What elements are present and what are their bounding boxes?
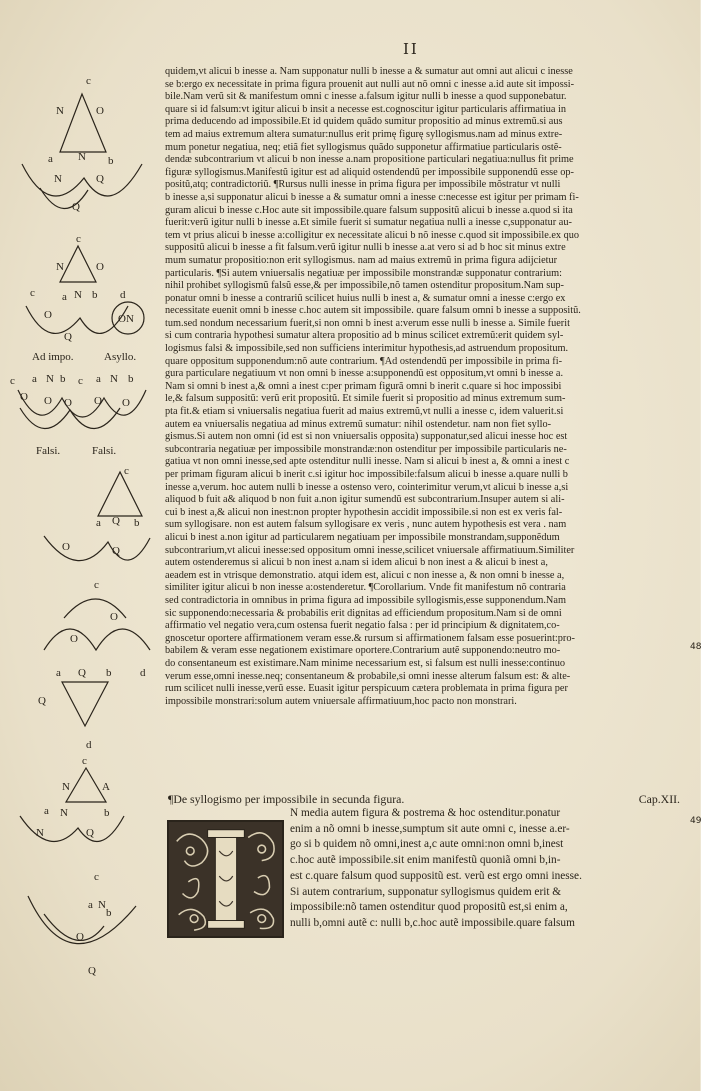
body-line: subcontrarium,vt alicui inesse:sed oppositum omni inesse,scilicet vniuersale affirmatiuum.Similiter xyxy=(165,544,575,556)
d4-label-c: c xyxy=(124,465,129,477)
d4-label-b: b xyxy=(134,517,140,529)
d3-label-c2: c xyxy=(78,375,83,387)
chapter-text xyxy=(290,806,678,932)
body-line: gatiua vt non omni inesse,sed apte ostenditur nulli inesse. Nam si alicui b inest a, & omni a inest c xyxy=(165,456,570,468)
marginal-diagrams xyxy=(0,60,160,1020)
d5-label-a: a xyxy=(56,667,61,679)
body-line: suppositũ alicui b inesse a fit falsum.verũ igitur nulli b inesse a.at vero si ad b hoc sit minus extre xyxy=(165,242,566,254)
chapter-line: N media autem figura & postrema & hoc ostenditur.ponatur xyxy=(290,807,561,819)
body-line: gismus.Si autem non omni (id est si non vniuersalis opposita) supponatur,sed alicui inesse hoc est xyxy=(165,431,568,443)
d2-label-O: O xyxy=(96,261,104,273)
body-line: si cum contraria hypothesi sumatur altera propositio ad b minus scilicet extremũ:erit quidem syl- xyxy=(165,330,564,342)
chapter-title: ¶De syllogismo per impossibile in secunda figura. xyxy=(168,792,405,806)
decorated-initial xyxy=(167,820,284,938)
body-line: aliquod b fuit a& aliquod b non fuit a.non igitur sumendũ est subcontrarium.Insuper autem si ali- xyxy=(165,494,565,506)
d1-label-a: a xyxy=(48,153,53,165)
body-line: ponatur omni b inesse a contrariũ scilicet huius nulli b inest a, & sumatur omni a inesse c:ergo ex xyxy=(165,292,566,304)
body-line: aeadem est in vtrisque demonstratio. atqui idem est, alicui c non inesse a, & non omni b inesse a, xyxy=(165,569,565,581)
d1-label-Q: Q xyxy=(96,173,104,185)
d2-label-O2: O xyxy=(44,309,52,321)
d1-label-Nb: N xyxy=(78,151,86,163)
body-line: logismus falsi & impossibile,sed non sufficiens interimitur hypothesis,ad astruendum propositum. xyxy=(165,343,569,355)
body-line: sum syllogisare. non est autem falsum syllogisare ex veris , nunc autem hypothesis est vera . nam xyxy=(165,519,567,531)
d5-label-Q: Q xyxy=(78,667,86,679)
d3-label-a: a xyxy=(32,373,37,385)
body-line: gura particulare negatiuum vt non omni b inesse a:supponendũ est oppositum,vt omni b inesse a. xyxy=(165,368,564,380)
d2-label-Q: Q xyxy=(64,331,72,343)
body-line: cui b inest a,& alicui non inest:non propter hypothesin accidit impossibile.si non est ex veris fal- xyxy=(165,506,563,518)
d7-label-N: N xyxy=(98,899,106,911)
body-line: sed contradictoria in omnibus in prima figura ad impossibile syllogismis,esse supponendum.Nam xyxy=(165,594,566,606)
body-line: tem vt prius alicui b inesse a:colligitur ex necessitate alicui b nõ inesse c.quod sit impossibile.ex quo xyxy=(165,229,580,241)
d1-label-N2: N xyxy=(54,173,62,185)
d5-label-Q2: Q xyxy=(38,695,46,707)
d2-label-N: N xyxy=(56,261,64,273)
syllogism-diagrams xyxy=(0,60,160,1020)
body-line: pta fit.& etiam si vniuersalis negatiua fuerit ad maius extremũ,vt nulli a inesse c, idem valuerit.si xyxy=(165,406,564,418)
d4-label-a: a xyxy=(96,517,101,529)
body-line: le,& falsum suppositũ: verũ erit propositũ. Et simile fuerit si propositio ad minus extremum sum- xyxy=(165,393,566,405)
chapter-line: Si autem contrarium, supponatur syllogismus quidem erit & xyxy=(290,885,562,898)
body-line: verum esse,omni inesse.neq; consentaneum & probabile,si omni inesse alterum falsum est: & alte- xyxy=(165,670,571,682)
d3-label-O1: O xyxy=(20,391,28,403)
d5-label-c: c xyxy=(94,579,99,591)
body-line: guram alicui b inesse c.Hoc aute sit impossibile.quare falsum suppositũ alicui b inesse a.quod si ita xyxy=(165,204,573,216)
body-line: alicui b inest a.non igitur ad particularem negatiuam per impossibile monstrandam,supponẽdum xyxy=(165,531,560,543)
d1-label-b: b xyxy=(108,155,114,167)
body-line: rum scilicet nulli inesse,verũ esse. Euasit igitur perspicuum cætera problemata in prima figura per xyxy=(165,683,568,695)
d7-label-c: c xyxy=(94,871,99,883)
body-line: particularis. ¶Si autem vniuersalis negatiuæ per impossibile monstrandæ supponatur contrarium: xyxy=(165,267,563,279)
body-line: Nam si omni b inest a,& omni a inest c:per primam figurã omni b inerit c.quare si hoc impossibi xyxy=(165,380,562,392)
body-line: mum ponetur negatiua, neq; etiã fiet syllogismus quãdo supponetur affirmatiue particularis ostẽ- xyxy=(165,141,562,153)
body-line: sic supponendo:necessaria & probabilis erit dignitas ad efficiendum propositum.Nam si de omni xyxy=(165,607,562,619)
body-line: figuræ syllogismus.Manifestũ igitur est ad aliquid ostendendũ per impossibile supponendũ esse op- xyxy=(165,166,574,178)
body-line: impossibile monstrari:solum autem vniuersale affirmatiuum,hoc pacto non monstrari. xyxy=(165,695,517,707)
d7-label-O: O xyxy=(76,931,84,943)
d6-label-N: N xyxy=(62,781,70,793)
body-line: se b:ergo ex necessitate in prima figura prouenit aut nulli aut nõ omni c inesse a.id aute sit impossi- xyxy=(165,78,575,90)
body-line: autem ostenderemus si alicui b non inest a.nam si idem alicui b non inest a & alicui b inest a, xyxy=(165,557,548,569)
body-line: tum.sed nondum necessarium fuerit,si non omni b inest a:verum esse nulli b inesse a. Simile fuerit xyxy=(165,317,570,329)
body-line: quare oppositum supponendum:nõ aute contrarium. ¶Ad ostendendũ per impossibile in prima fi- xyxy=(165,355,563,367)
body-line: quidem,vt alicui b inesse a. Nam supponatur nulli b inesse a & sumatur aut omni aut alicui c inesse xyxy=(165,66,573,77)
d4-label-Q: Q xyxy=(112,515,120,527)
margin-note-49: 49 xyxy=(690,816,701,826)
d2-label-ON: ON xyxy=(118,313,134,325)
d1-label-Q2: Q xyxy=(72,201,80,213)
d2-label-N3: N xyxy=(74,289,82,301)
chapter-line: est c.quare falsum quod suppositũ est. verũ est ergo omni inesse. xyxy=(290,869,582,882)
d2-label-d: d xyxy=(120,289,126,301)
body-line: per primam figuram alicui b inerit c.si igitur hoc impossibile:falsum alicui b inesse a.quare nulli b xyxy=(165,469,568,480)
d6-label-Q: Q xyxy=(86,827,94,839)
body-line: prima deducendo ad impossibile.Et id quidem quãdo sumitur propositio ad minus extremũ.si aus xyxy=(165,116,563,128)
body-line: tem ad maius extremum altera sumatur:nullus erit primę figurę syllogismus.nam ad minus extre- xyxy=(165,128,563,140)
chapter-number: Cap.XII. xyxy=(638,792,680,806)
d2-label-b: b xyxy=(92,289,98,301)
chapter-line: c.hoc autẽ impossibile.sit enim manifestũ quoniã omni b,in- xyxy=(290,854,561,867)
body-line: subcontraria negatiuæ per impossibile monstrandæ:non ostenditur per impossibile particularis ne- xyxy=(165,443,567,455)
d2-label-c2: c xyxy=(30,287,35,299)
d1-label-c: c xyxy=(86,75,91,87)
body-line: autem ea vniuersalis negatiua ad minus extremũ sumatur: nihil ostendetur. nam non fiet syllo- xyxy=(165,418,552,430)
d3-label-ad: Ad impo. xyxy=(32,351,74,363)
body-line: bile.Nam verũ sit & manifestum omni c inesse a.falsum igitur nulli b inesse a quod supponebatur. xyxy=(165,91,567,103)
d1-label-N: N xyxy=(56,105,64,117)
d3-label-falsi1: Falsi. xyxy=(36,445,61,457)
d5-label-O2: O xyxy=(70,633,78,645)
body-line: babilem & veram esse negationem existimare oportere.Contrarium autẽ supponendo:neutro mo- xyxy=(165,645,561,657)
d7-label-Q: Q xyxy=(88,965,96,977)
d6-label-a: a xyxy=(44,805,49,817)
d6-label-N2: N xyxy=(60,807,68,819)
body-line: mum sumatur propositio:non erit syllogismus. nam ad maius extremũ in prima figura adijcietur xyxy=(165,254,558,266)
body-line: quare si id falsum:vt igitur alicui b insit a necesse est.cognoscitur igitur particularis affirmatiua in xyxy=(165,103,566,115)
body-line: b inesse a,si supponatur alicui b inesse a & sumatur omni a inesse c:necesse est igitur per primam fi- xyxy=(165,191,579,203)
d6-label-b: b xyxy=(104,807,110,819)
d7-label-a: a xyxy=(88,899,93,911)
diagram1-arcs xyxy=(22,164,142,196)
d3-label-falsi2: Falsi. xyxy=(92,445,117,457)
d4-label-O: O xyxy=(62,541,70,553)
margin-note-48: 48 xyxy=(690,642,701,652)
d3-label-O5: O xyxy=(122,397,130,409)
ornament-icon xyxy=(169,822,282,936)
d2-label-a: a xyxy=(62,291,67,303)
d3-label-N2: N xyxy=(110,373,118,385)
d3-label-O3: O xyxy=(64,397,72,409)
d5-label-b: b xyxy=(106,667,112,679)
diagram1-triangle xyxy=(60,94,106,152)
body-line: do consentaneum est existimare.Nam minime necessarium est, si falsum est nulli inesse:continuo xyxy=(165,657,566,669)
d3-label-b: b xyxy=(60,373,66,385)
d7-label-b: b xyxy=(106,907,112,919)
body-line: affirmatio vel negatio vera,cum ostensa fuerit negatio falsa : per id principium & dignitatem,co- xyxy=(165,620,560,632)
body-line: nihil prohibet syllogismũ falsũ esse,& per impossibile,nõ tamen ostenditur propositum.Nam sup- xyxy=(165,280,564,292)
d2-label-c: c xyxy=(76,233,81,245)
body-line: necessitate euenit omni b inesse c.hoc autem sit impossibile. quare falsum omni b inesse a suppositũ. xyxy=(165,305,581,317)
d3-label-O2: O xyxy=(44,395,52,407)
chapter-line: enim a nõ omni b inesse,sumptum sit aute omni c, inesse a.er- xyxy=(290,822,570,835)
d6-label-A: A xyxy=(102,781,110,793)
body-line: dendæ subcontrarium vt alicui b non inesse a.nam propositione particulari negatiua:nullus fit prime xyxy=(165,154,574,166)
d5-label-d: d xyxy=(140,667,146,679)
chapter-heading xyxy=(168,792,680,807)
d6-label-N3: N xyxy=(36,827,44,839)
d3-label-O4: O xyxy=(94,395,102,407)
body-line: positũ,atq; contradictoriũ. ¶Rursus nulli inesse in prima figura per impossibile mõstratur vt nulli xyxy=(165,179,561,191)
body-line: fuerit:verũ igitur nulli b inesse a.Et simile fuerit si sumatur negatiua nulli a inesse c,supponatur au- xyxy=(165,217,572,229)
d5-label-O: O xyxy=(110,611,118,623)
d3-label-as: Asyllo. xyxy=(104,351,137,363)
chapter-line: nulli b,omni autẽ c: nulli b,c.hoc autẽ impossibile.quare falsum xyxy=(290,916,575,929)
body-line: inesse a,verum. hoc autem nulli b inesse a ostenso vero, cointerimitur verum,vt alicui b inesse a,si xyxy=(165,481,569,493)
d3-label-c: c xyxy=(10,375,15,387)
d1-label-O: O xyxy=(96,105,104,117)
d4-label-Q2: Q xyxy=(112,545,120,557)
d6-label-c: c xyxy=(82,755,87,767)
chapter-line: impossibile:nõ tamen ostenditur quod propositũ est,si enim a, xyxy=(290,901,568,914)
body-line: gnoscetur oportere affirmationem veram esse.& rursum si affirmationem falsam esse posuerint:pro- xyxy=(165,632,575,644)
chapter-line: go si b quidem nõ omni,inest a,c aute omni:non omni b,inest xyxy=(290,838,564,851)
body-line: similiter igitur alicui b non inesse a:ostenderetur. ¶Corollarium. Vnde fit manifestum nõ contraria xyxy=(165,582,566,594)
d5-label-d2: d xyxy=(86,739,92,751)
page-number: II xyxy=(403,40,419,58)
d3-label-b2: b xyxy=(128,373,134,385)
d3-label-a2: a xyxy=(96,373,101,385)
d3-label-N: N xyxy=(46,373,54,385)
main-text-block xyxy=(165,66,677,708)
